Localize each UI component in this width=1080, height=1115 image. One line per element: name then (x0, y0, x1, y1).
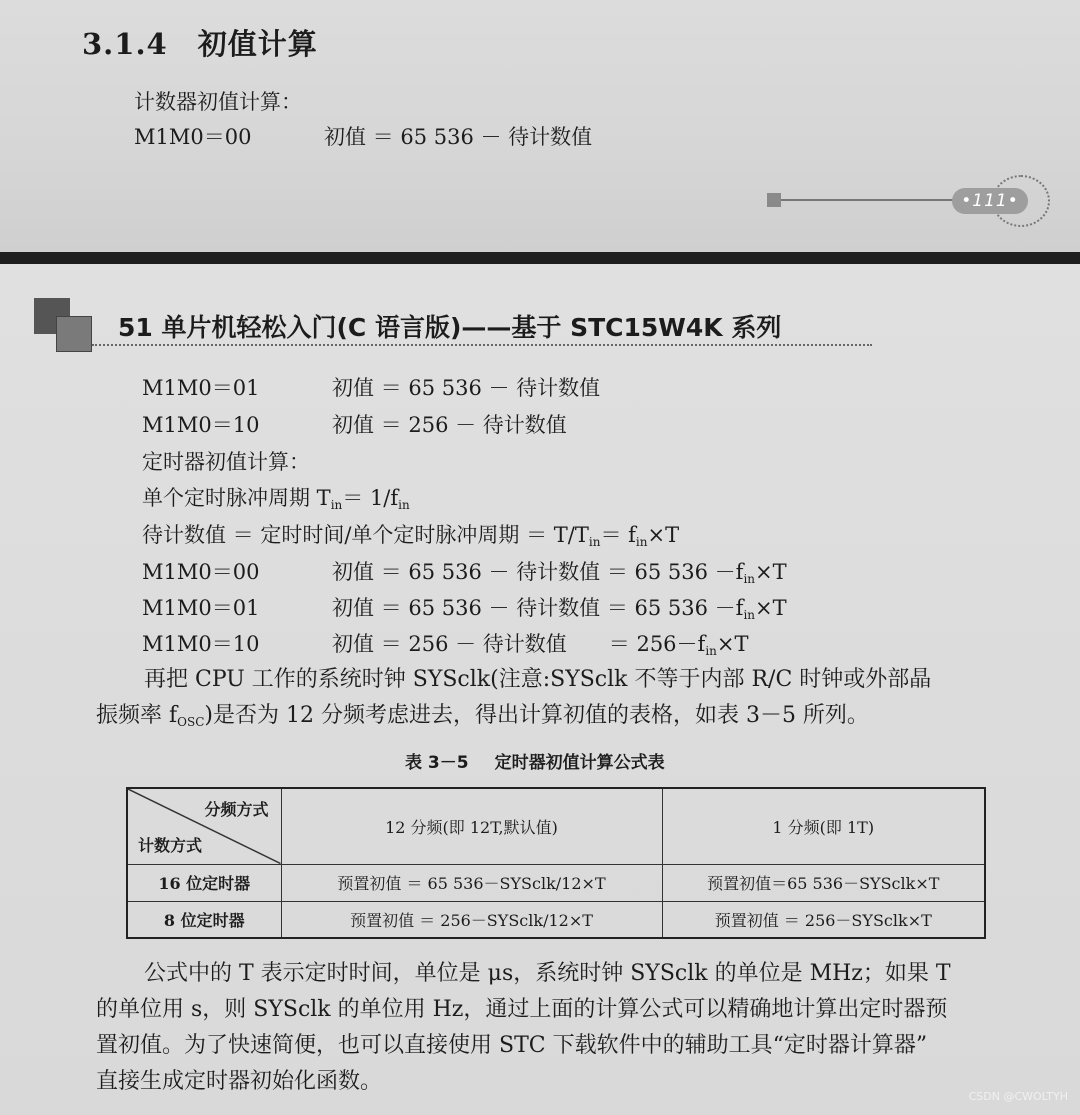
table-cell: 预置初值 ＝ 256－SYSclk×T (662, 901, 985, 938)
paragraph-line: 直接生成定时器初始化函数。 (96, 1069, 383, 1094)
row-header: 8 位定时器 (127, 901, 281, 938)
diagonal-bottom-label: 计数方式 (138, 835, 203, 855)
table-row (127, 901, 985, 938)
period-line: 单个定时脉冲周期 $T_{in}= 1/f_{in}$ (142, 486, 410, 512)
row-header: 16 位定时器 (127, 864, 281, 901)
paragraph-line: 的单位用 s，则 SYSclk 的单位用 Hz，通过上面的计算公式可以精确地计算出定时器预 (96, 997, 948, 1022)
formula-line: M1M0＝01 初值 ＝ 65 536 － 待计数值 ＝ 65 $536 -f_{in}\times T$ (142, 592, 787, 622)
formula-line (134, 121, 592, 151)
paragraph-line: 再把 CPU 工作的系统时钟 SYSclk(注意:SYSclk 不等于内部 R/C 时钟或外部晶 (144, 667, 932, 692)
formula-line: M1M0＝10 初值 ＝ 256 － 待计数值 ＝ $256-f_{in}\times T$ (142, 628, 749, 658)
section-heading (82, 22, 318, 63)
formula-mode: M1M0＝00 (134, 125, 252, 149)
paragraph-line: 振频率 $f_{OSC}$)是否为 12 分频考虑进去，得出计算初值的表格，如表 3－5 所列。 (96, 703, 869, 729)
formula-line (142, 372, 600, 402)
timer-heading: 定时器初值计算： (142, 450, 310, 474)
column-header: 1 分频(即 1T) (662, 788, 985, 864)
paragraph-line: 置初值。为了快速简便，也可以直接使用 STC 下载软件中的辅助工具“定时器计算器” (96, 1033, 928, 1058)
formula-text: 初值 ＝ 256 － 待计数值 (332, 413, 567, 437)
watermark: CSDN @CWOLTYH (968, 1090, 1068, 1103)
running-header-title: 51 单片机轻松入门(C 语言版)——基于 STC15W4K 系列 (118, 313, 782, 342)
page-number-rule (781, 199, 956, 201)
page-number: •111• (952, 188, 1028, 214)
paragraph-units (96, 956, 1036, 1100)
formula-line: M1M0＝00 初值 ＝ 65 536 － 待计数值 ＝ 65 $536 -f_{in}\times T$ (142, 556, 787, 586)
formula-line (142, 409, 567, 439)
diagonal-header-cell (127, 788, 281, 864)
section-number: 3.1.4 (82, 27, 168, 61)
formula-table (126, 787, 986, 939)
formula-mode: M1M0＝00 (142, 560, 260, 584)
section-title: 初值计算 (197, 27, 318, 61)
table-title: 定时器初值计算公式表 (494, 753, 665, 773)
formula-mode: M1M0＝10 (142, 413, 260, 437)
formula-text: 初值 ＝ 65 536 － 待计数值 (332, 376, 601, 400)
table-cell: 预置初值 ＝ 65 536－SYSclk/12×T (281, 864, 662, 901)
table-cell: 预置初值 ＝ 256－SYSclk/12×T (281, 901, 662, 938)
diagonal-top-label: 分频方式 (204, 800, 269, 819)
counter-heading: 计数器初值计算： (134, 90, 302, 114)
header-rule (92, 344, 872, 346)
table-number: 表 3－5 (405, 753, 469, 773)
formula-mode: M1M0＝01 (142, 376, 260, 400)
column-header: 12 分频(即 12T,默认值) (281, 788, 662, 864)
paragraph-line: 公式中的 T 表示定时时间，单位是 μs，系统时钟 SYSclk 的单位是 MHz；如果 T (144, 961, 951, 986)
top-page (0, 0, 1080, 252)
table-cell: 预置初值＝65 536－SYSclk×T (662, 864, 985, 901)
paragraph-sysclk (96, 662, 1036, 740)
page-number-marker (767, 193, 781, 207)
formula-mode: M1M0＝10 (142, 632, 260, 656)
formula-mode: M1M0＝01 (142, 596, 260, 620)
table-row (127, 864, 985, 901)
count-line: 待计数值 ＝ 定时时间/单个定时脉冲周期 ＝ $T/T_{in}= f_{in}\times T$ (142, 523, 680, 549)
bottom-page (0, 264, 1080, 1115)
formula-text: 初值 ＝ 65 536 － 待计数值 (324, 125, 593, 149)
header-square-icon (56, 316, 92, 352)
table-header-row (127, 788, 985, 864)
table-caption (405, 748, 665, 773)
